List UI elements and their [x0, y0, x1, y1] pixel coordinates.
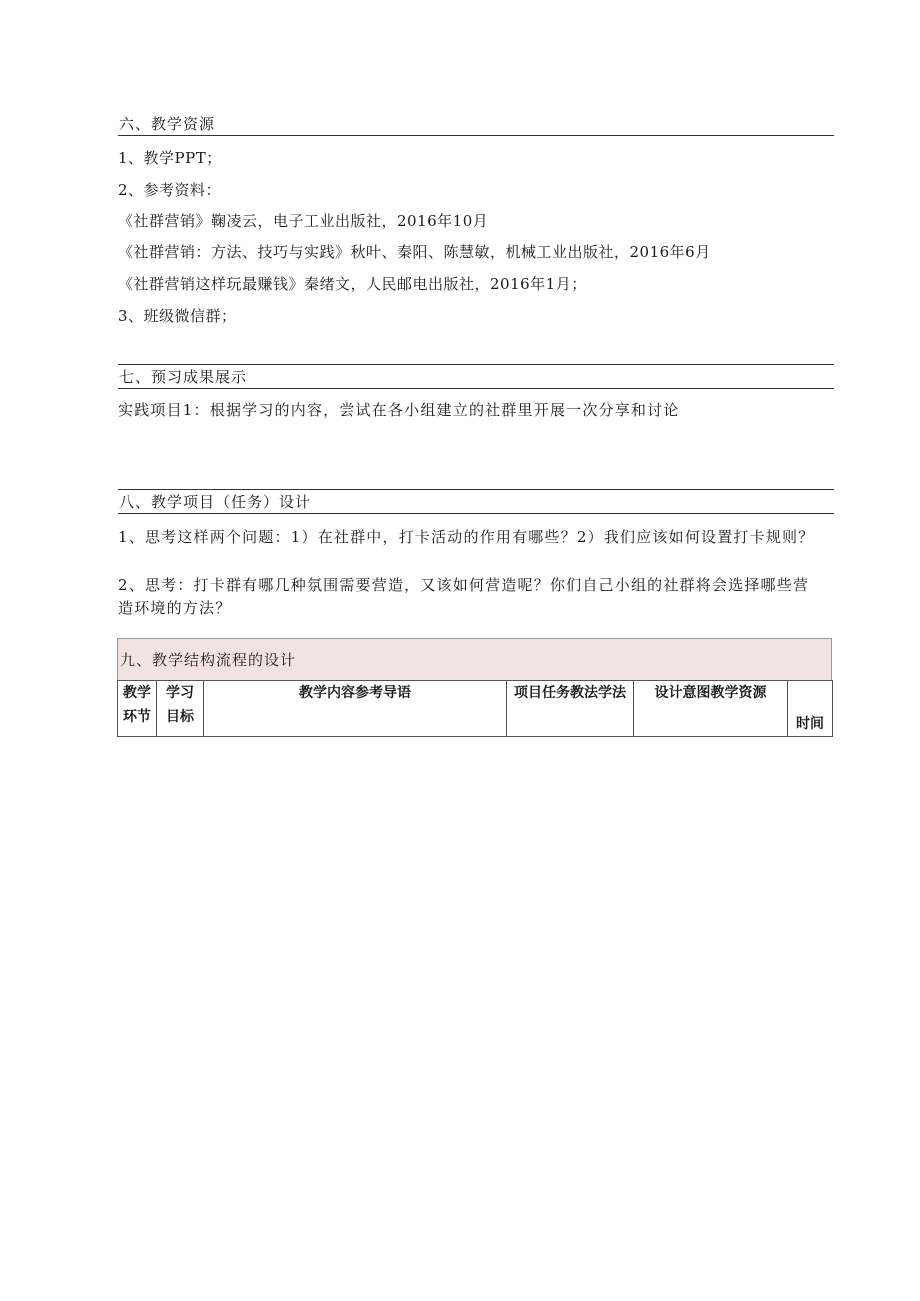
preview-text: 实践项目1：根据学习的内容，尝试在各小组建立的社群里开展一次分享和讨论 — [118, 401, 680, 419]
col-stage-header: 教学 环节 — [118, 681, 157, 737]
col-time-header: 时间 — [788, 681, 833, 737]
col-method-header: 项目任务教法学法 — [507, 681, 634, 737]
design-item: 1、思考这样两个问题：1）在社群中，打卡活动的作用有哪些？2）我们应该如何设置打卡规则？ — [118, 528, 815, 546]
design-item: 2、思考：打卡群有哪几种氛围需要营造，又该如何营造呢？你们自己小组的社群将会选择哪些营造环境的方法？ — [118, 576, 810, 617]
section-divider — [118, 135, 834, 136]
resource-item: 《社群营销这样玩最赚钱》秦绪文，人民邮电出版社，2016年1月； — [118, 275, 587, 293]
section-divider — [118, 364, 834, 365]
section-divider — [118, 388, 834, 389]
section-divider — [118, 513, 834, 514]
section-heading-flow: 九、教学结构流程的设计 — [117, 638, 832, 681]
flow-table — [117, 680, 833, 737]
section-divider — [118, 489, 834, 490]
section-heading-design: 八、教学项目（任务）设计 — [119, 493, 312, 511]
col-intent-header: 设计意图教学资源 — [634, 681, 788, 737]
resource-item: 1、教学PPT； — [118, 149, 222, 167]
resource-item: 《社群营销：方法、技巧与实践》秋叶、秦阳、陈慧敏，机械工业出版社，2016年6月 — [118, 243, 711, 261]
table-header-row — [118, 681, 833, 737]
section-heading-preview: 七、预习成果展示 — [119, 368, 248, 386]
col-content-header: 教学内容参考导语 — [204, 681, 507, 737]
resource-item: 2、参考资料： — [118, 181, 222, 199]
resource-item: 3、班级微信群； — [118, 307, 237, 325]
section-heading-resources: 六、教学资源 — [119, 115, 216, 133]
resource-item: 《社群营销》鞠凌云，电子工业出版社，2016年10月 — [118, 212, 489, 230]
col-goal-header: 学习 目标 — [157, 681, 204, 737]
